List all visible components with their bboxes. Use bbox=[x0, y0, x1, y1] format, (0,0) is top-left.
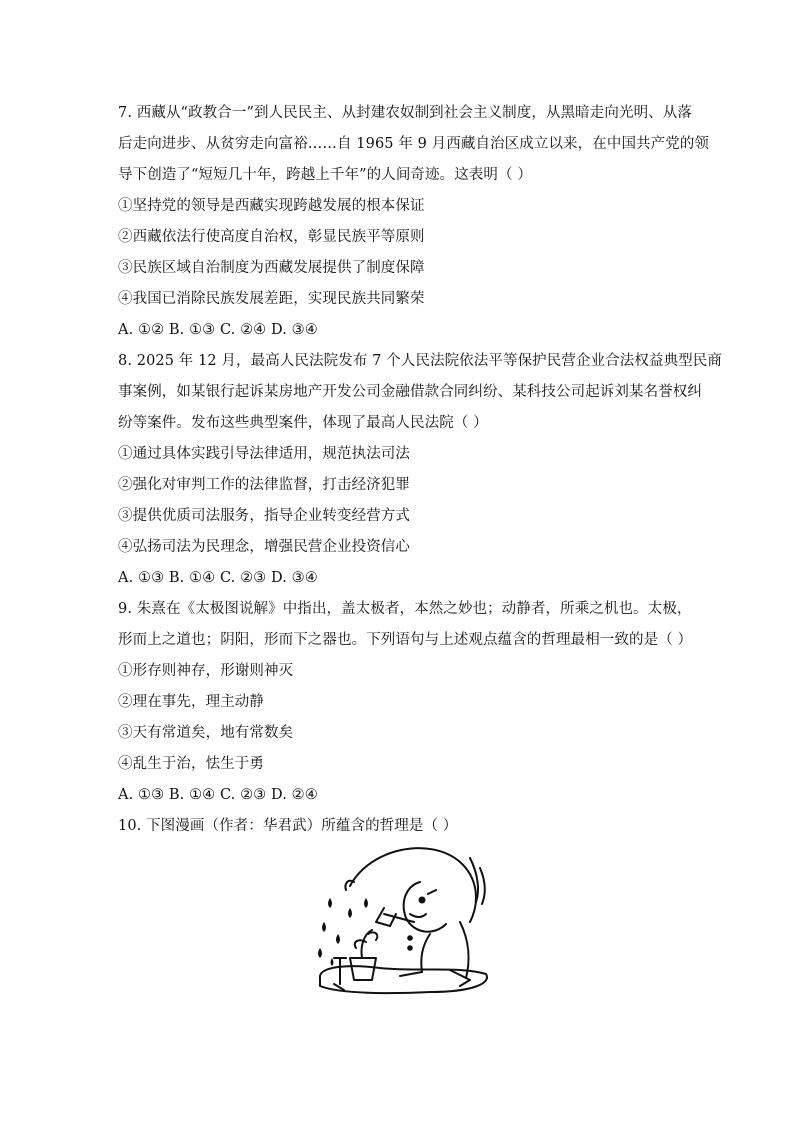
q8-option-1: ①通过具体实践引导法律适用，规范执法司法 bbox=[118, 446, 410, 462]
q8-stem-line-2: 事案例，如某银行起诉某房地产开发公司金融借款合同纠纷、某科技公司起诉刘某名誉权纠 bbox=[118, 384, 702, 400]
q9-stem-line-1: 9. 朱熹在《太极图说解》中指出，盖太极者，本然之妙也；动静者，所乘之机也。太极， bbox=[118, 601, 692, 617]
q7-stem-line-1: 7. 西藏从“政教合一”到人民民主、从封建农奴制到社会主义制度，从黑暗走向光明、从落 bbox=[118, 105, 692, 121]
q7-option-3: ③民族区域自治制度为西藏发展提供了制度保障 bbox=[118, 260, 425, 276]
q7-stem-line-3: 导下创造了“短短几十年，跨越上千年”的人间奇迹。这表明（ ） bbox=[118, 167, 532, 183]
q8-option-2: ②强化对审判工作的法律监督，打击经济犯罪 bbox=[118, 477, 410, 493]
q8-stem-line-1: 8. 2025 年 12 月，最高人民法院发布 7 个人民法院依法平等保护民营企业合法权益典型民商 bbox=[118, 353, 722, 369]
q9-option-4: ④乱生于治，怯生于勇 bbox=[118, 756, 264, 772]
q9-stem-line-2: 形而上之道也；阴阳，形而下之器也。下列语句与上述观点蕴含的哲理最相一致的是（ ） bbox=[118, 632, 693, 648]
q9-choices: A. ①③ B. ①④ C. ②③ D. ②④ bbox=[118, 787, 318, 803]
q10-stem-line-1: 10. 下图漫画（作者：华君武）所蕴含的哲理是（ ） bbox=[118, 818, 458, 834]
q7-option-4: ④我国已消除民族发展差距，实现民族共同繁荣 bbox=[118, 291, 425, 307]
q8-choices: A. ①③ B. ①④ C. ②③ D. ③④ bbox=[118, 570, 318, 586]
q7-stem-line-2: 后走向进步、从贫穷走向富裕……自 1965 年 9 月西藏自治区成立以来，在中国共产党的领 bbox=[118, 136, 710, 152]
q7-option-2: ②西藏依法行使高度自治权，彰显民族平等原则 bbox=[118, 229, 425, 245]
q8-option-3: ③提供优质司法服务，指导企业转变经营方式 bbox=[118, 508, 410, 524]
q8-option-4: ④弘扬司法为民理念，增强民营企业投资信心 bbox=[118, 539, 410, 555]
q9-option-1: ①形存则神存，形谢则神灭 bbox=[118, 663, 294, 679]
q7-choices: A. ①② B. ①③ C. ②④ D. ③④ bbox=[118, 322, 318, 338]
q7-option-1: ①坚持党的领导是西藏实现跨越发展的根本保证 bbox=[118, 198, 425, 214]
q8-stem-line-3: 纷等案件。发布这些典型案件，体现了最高人民法院（ ） bbox=[118, 415, 488, 431]
q9-option-2: ②理在事先，理主动静 bbox=[118, 694, 264, 710]
q9-option-3: ③天有常道矣，地有常数矣 bbox=[118, 725, 294, 741]
cartoon-illustration bbox=[310, 838, 494, 1006]
